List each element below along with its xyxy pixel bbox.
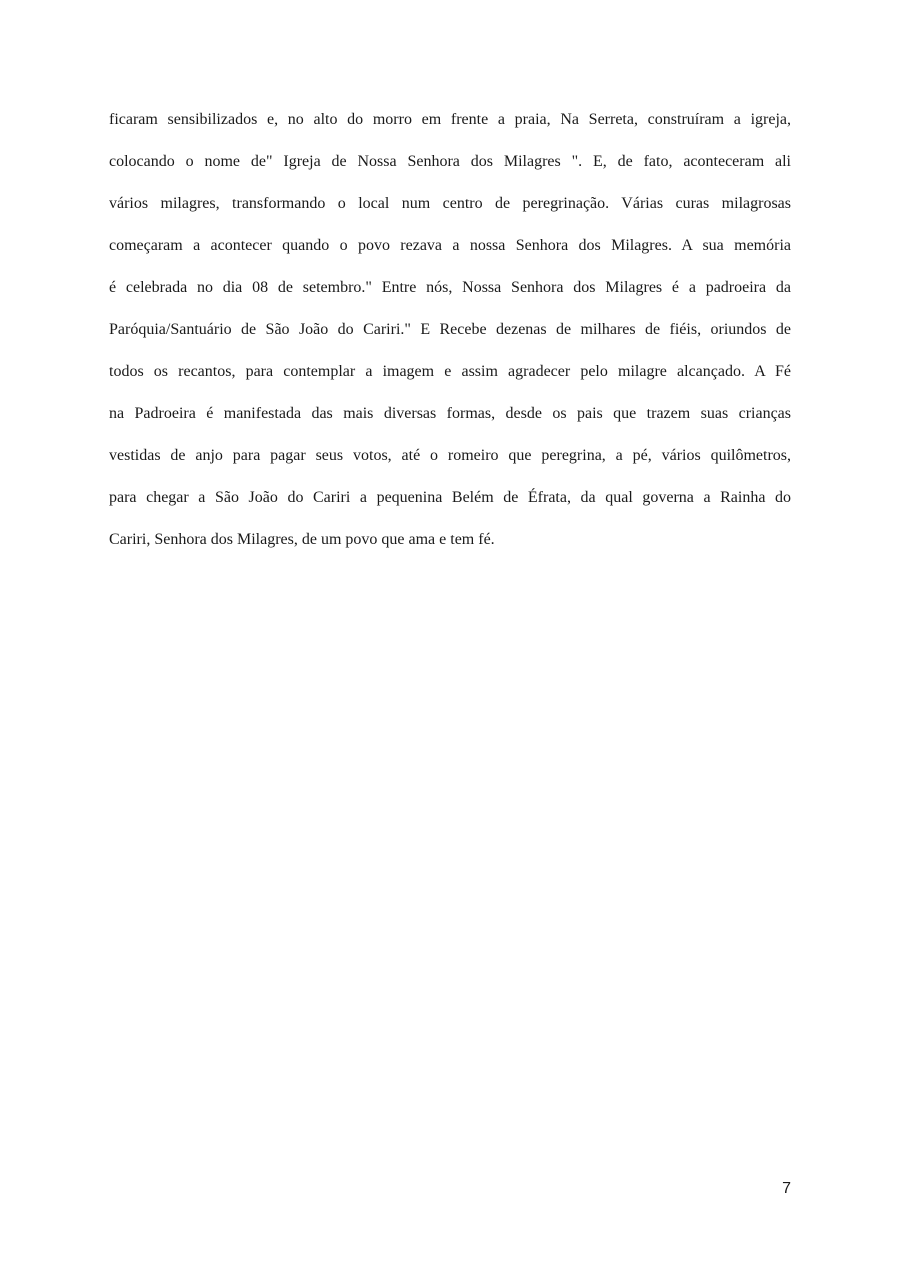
- paragraph-line: para chegar a São João do Cariri a pequenina Belém de Éfrata, da qual governa a Rainha do: [109, 489, 791, 506]
- paragraph-line: Paróquia/Santuário de São João do Cariri." E Recebe dezenas de milhares de fiéis, oriundos de: [109, 321, 791, 338]
- paragraph-line: na Padroeira é manifestada das mais diversas formas, desde os pais que trazem suas crianças: [109, 405, 791, 422]
- paragraph-line: colocando o nome de" Igreja de Nossa Senhora dos Milagres ". E, de fato, aconteceram ali: [109, 153, 791, 170]
- paragraph-line: é celebrada no dia 08 de setembro." Entre nós, Nossa Senhora dos Milagres é a padroeira da: [109, 279, 791, 296]
- paragraph-line: começaram a acontecer quando o povo rezava a nossa Senhora dos Milagres. A sua memória: [109, 237, 791, 254]
- paragraph-line: vários milagres, transformando o local num centro de peregrinação. Várias curas milagrosas: [109, 195, 791, 212]
- page-number: 7: [782, 1180, 791, 1197]
- paragraph-line: Cariri, Senhora dos Milagres, de um povo que ama e tem fé.: [109, 531, 495, 548]
- paragraph-line: ficaram sensibilizados e, no alto do morro em frente a praia, Na Serreta, construíram a igreja,: [109, 111, 791, 128]
- paragraph-line: todos os recantos, para contemplar a imagem e assim agradecer pelo milagre alcançado. A Fé: [109, 363, 791, 380]
- paragraph-line: vestidas de anjo para pagar seus votos, até o romeiro que peregrina, a pé, vários quilômetros,: [109, 447, 791, 464]
- body-paragraph: [109, 104, 791, 566]
